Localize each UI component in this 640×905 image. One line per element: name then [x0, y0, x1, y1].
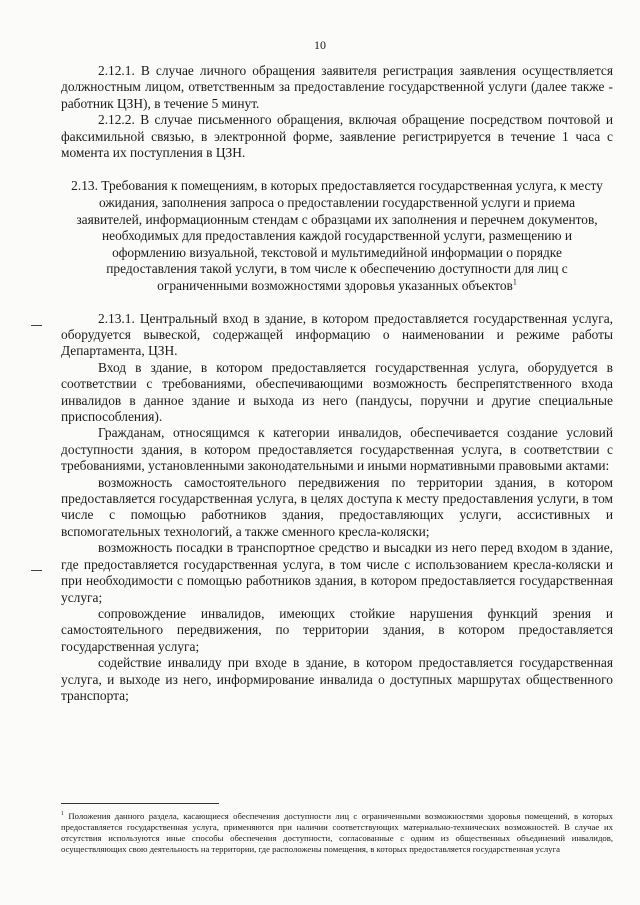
footnote-reference: 1 [512, 277, 517, 287]
page-number: 10 [314, 38, 326, 52]
footnote [61, 811, 613, 855]
margin-mark [31, 570, 42, 571]
footnote-text: Положения данного раздела, касающиеся обеспечения доступности лиц с ограниченными возможностями здоровья помещений, в которых предоставляется государственная услуга, применяются при наличии соответствующих материально-технических возможностей. В случае их отсутствия используются иные способы обеспечения доступности, согласованные с одним из общественных объединений инвалидов, осуществляющих свою деятельность на территории, где расположены помещения, в которых предоставляется государственная услуга [61, 811, 613, 854]
document-body [61, 63, 613, 704]
paragraph: Гражданам, относящимся к категории инвалидов, обеспечивается создание условий доступности здания, в котором предоставляется государственная услуга, в соответствии с требованиями, установленными законодательными и иными нормативными правовыми актами: [61, 425, 613, 474]
paragraph: сопровождение инвалидов, имеющих стойкие нарушения функций зрения и самостоятельного передвижения, по территории здания, в котором предоставляется государственная услуга; [61, 605, 613, 654]
section-heading [61, 178, 613, 294]
margin-mark [31, 325, 42, 326]
paragraph: возможность самостоятельного передвижения по территории здания, в котором предоставляется государственная услуга, в целях доступа к месту предоставления услуги, в том числе с помощью работников здания, предоставляющих услуги, ассистивных и вспомогательных технологий, а также сменного кресла-коляски; [61, 474, 613, 539]
paragraph: содействие инвалиду при входе в здание, в котором предоставляется государственная услуга, и выходе из него, информирование инвалида о доступных маршрутах общественного транспорта; [61, 655, 613, 703]
paragraph: 2.13.1. Центральный вход в здание, в котором предоставляется государственная услуга, оборудуется вывеской, содержащей информацию о наименовании и режиме работы Департамента, ЦЗН. [61, 310, 613, 359]
paragraph: Вход в здание, в котором предоставляется государственная услуга, оборудуется в соответствии с требованиями, обеспечивающими возможность беспрепятственного входа инвалидов в данное здание и выхода из него (пандусы, поручни и другие специальные приспособления). [61, 359, 613, 425]
footnote-mark: 1 [61, 811, 64, 818]
footnote-separator [61, 803, 219, 804]
paragraph: 2.12.2. В случае письменного обращения, включая обращение посредством почтовой и факсимильной связью, в электронной форме, заявление регистрируется в течение 1 часа с момента их поступления в ЦЗН. [61, 112, 613, 161]
paragraph: возможность посадки в транспортное средство и высадки из него перед входом в здание, где предоставляется государственная услуга, в том числе с использованием кресла-коляски и при необходимости с помощью работников здания, в котором предоставляется государственная услуга; [61, 540, 613, 605]
section-heading-text: 2.13. Требования к помещениям, в которых предоставляется государственная услуга, к месту ожидания, заполнения запроса о предоставлении государственной услуги и приема заявителей, информационным стендам с образцами их заполнения и перечнем документов, необходимых для предоставления каждой государственной услуги, размещению и оформлению визуальной, текстовой и мультимедийной информации о порядке предоставления такой услуги, в том числе к обеспечению доступности для лиц с ограниченными возможностями здоровья указанных объектов [71, 178, 603, 293]
paragraph: 2.12.1. В случае личного обращения заявителя регистрация заявления осуществляется должностным лицом, ответственным за предоставление государственной услуги (далее также - работник ЦЗН), в течение 5 минут. [61, 63, 613, 111]
